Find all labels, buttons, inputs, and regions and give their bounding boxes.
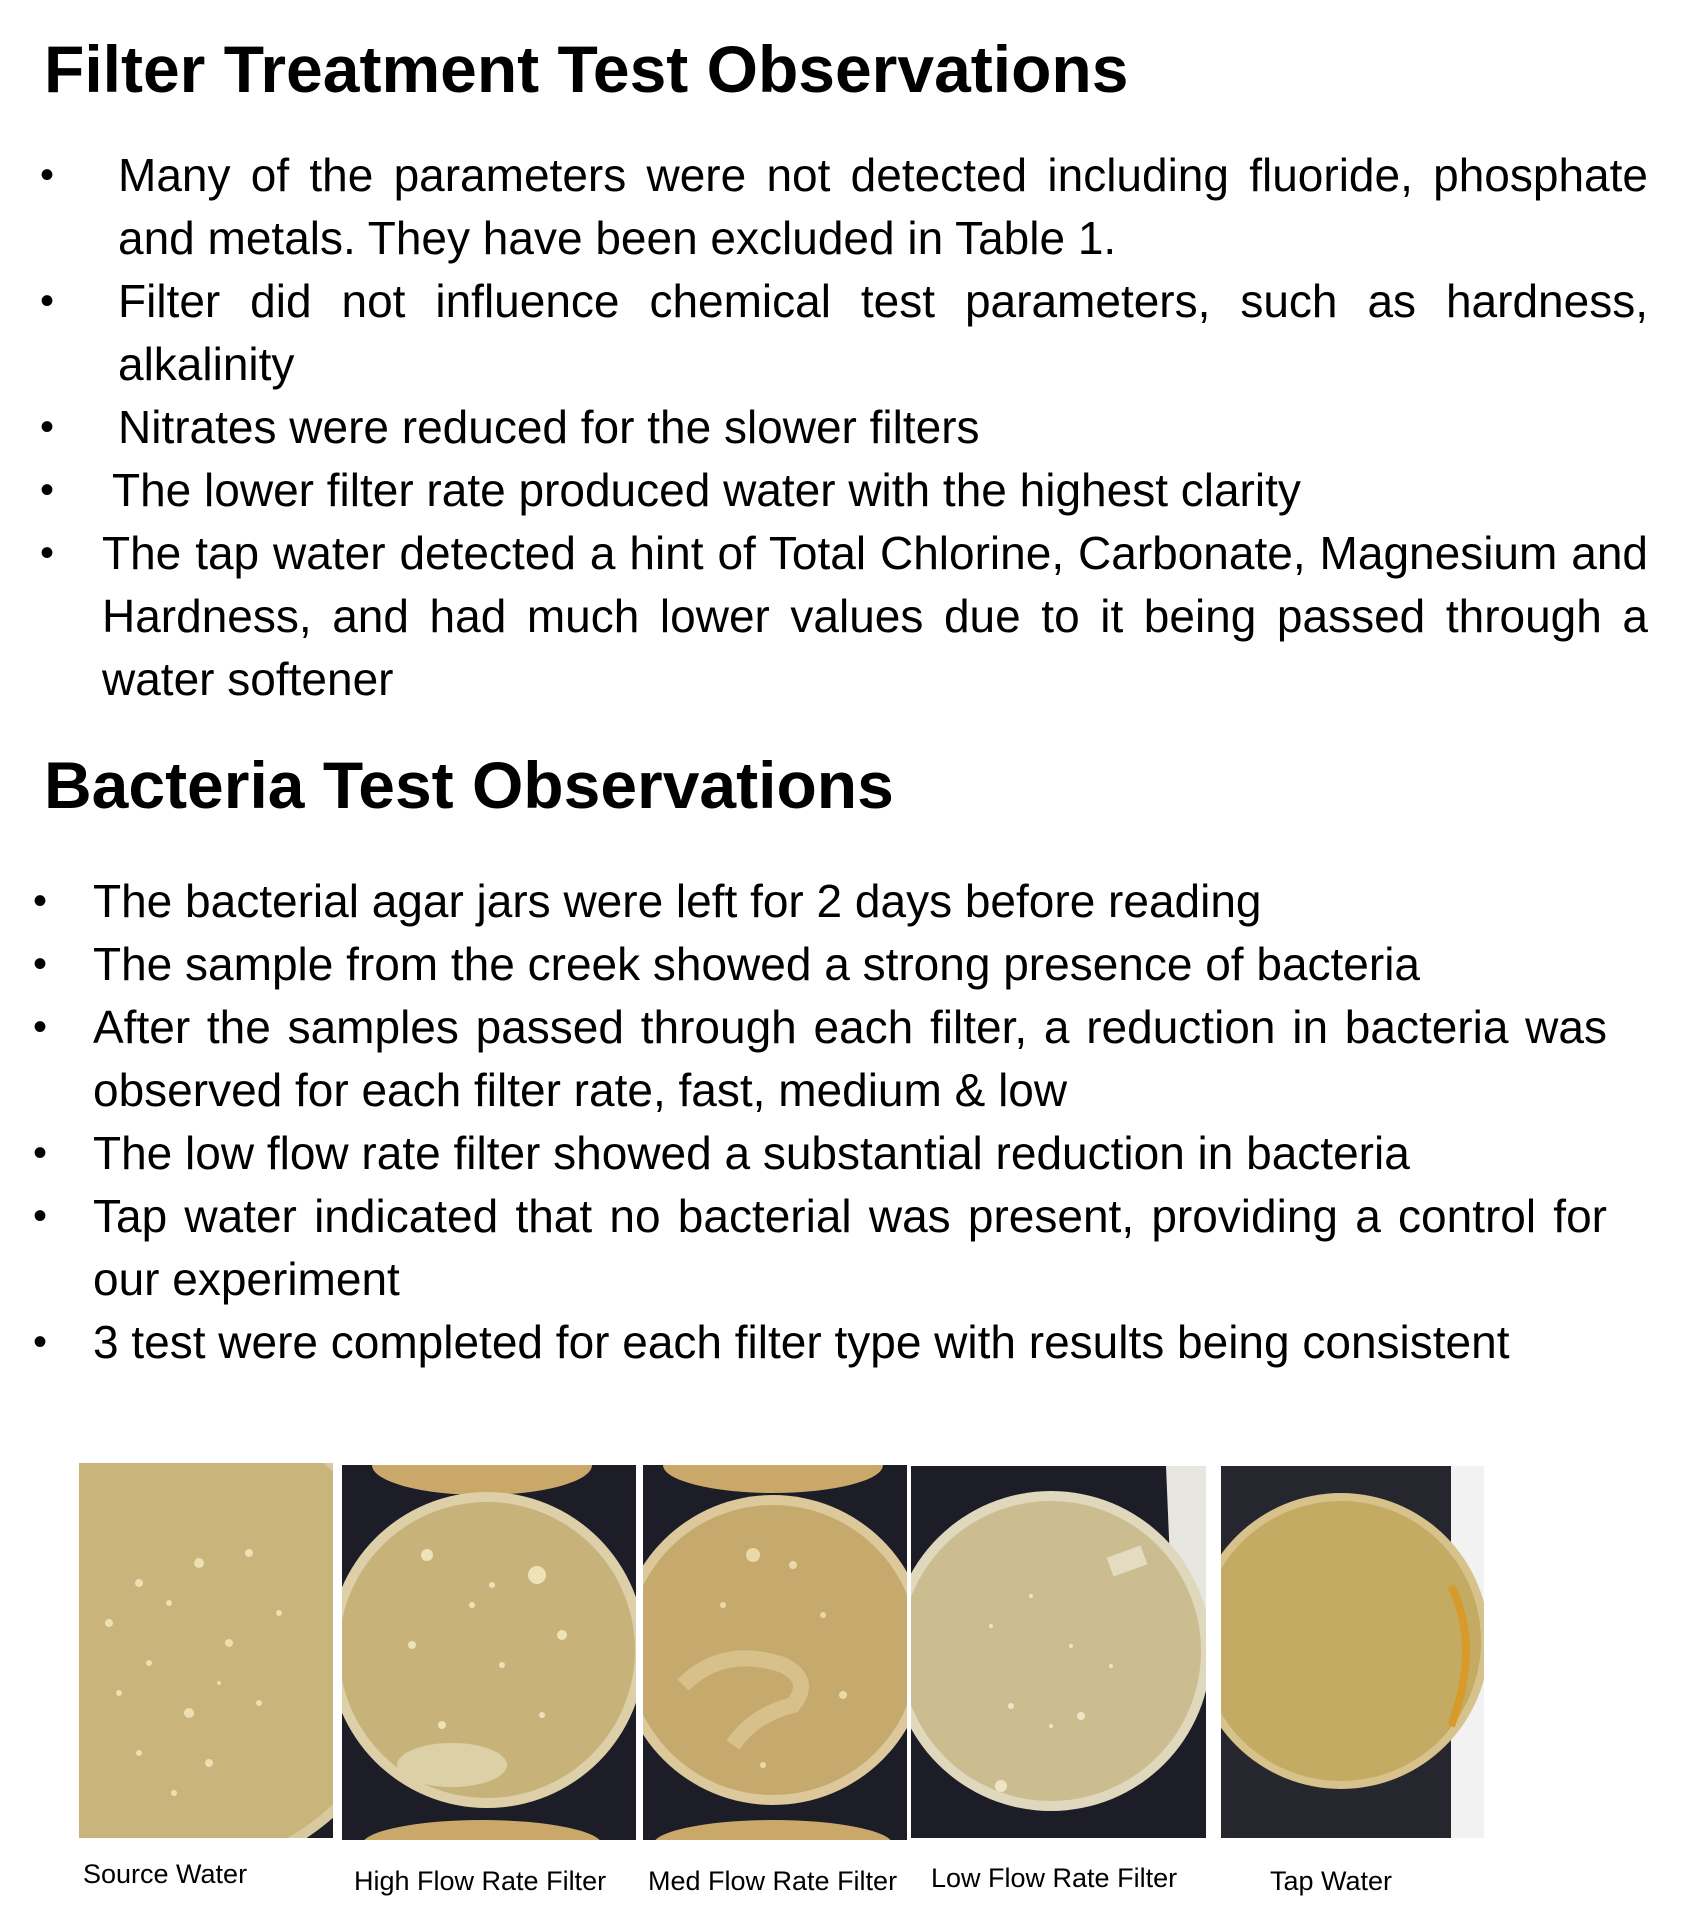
list-item: • The low flow rate filter showed a substantial reduction in bacteria [0, 1122, 1607, 1185]
petri-dish-tap-water-photo [1221, 1466, 1484, 1838]
caption-low-flow: Low Flow Rate Filter [931, 1863, 1178, 1893]
caption-med-flow: Med Flow Rate Filter [648, 1866, 898, 1896]
list-item: • The lower filter rate produced water with the highest clarity [0, 459, 1648, 522]
filter-observations-list [0, 144, 1648, 711]
petri-dish-med-flow-photo [643, 1465, 907, 1840]
list-item: • Many of the parameters were not detected including fluoride, phosphate and metals. They have been excluded in Table 1. [0, 144, 1648, 270]
bacteria-observations-list [0, 870, 1607, 1374]
bacteria-section-title: Bacteria Test Observations [44, 748, 894, 822]
petri-dish-low-flow-photo [911, 1466, 1206, 1838]
petri-dish-high-flow-photo [342, 1465, 636, 1840]
list-item: • Tap water indicated that no bacterial was present, providing a control for our experiment [0, 1185, 1607, 1311]
petri-dish-source-water-photo [79, 1463, 333, 1838]
list-item: • Filter did not influence chemical test parameters, such as hardness, alkalinity [0, 270, 1648, 396]
list-item: • Nitrates were reduced for the slower filters [0, 396, 1648, 459]
caption-source-water: Source Water [83, 1859, 248, 1889]
caption-high-flow: High Flow Rate Filter [354, 1866, 607, 1896]
list-item: • The bacterial agar jars were left for 2 days before reading [0, 870, 1607, 933]
list-item: • The sample from the creek showed a strong presence of bacteria [0, 933, 1607, 996]
filter-section-title: Filter Treatment Test Observations [44, 32, 1129, 106]
list-item: • The tap water detected a hint of Total Chlorine, Carbonate, Magnesium and Hardness, and had much lower values due to it being passed through a water softener [0, 522, 1648, 711]
caption-tap-water: Tap Water [1270, 1866, 1393, 1896]
list-item: • 3 test were completed for each filter type with results being consistent [0, 1311, 1607, 1374]
list-item: • After the samples passed through each filter, a reduction in bacteria was observed for each filter rate, fast, medium & low [0, 996, 1607, 1122]
